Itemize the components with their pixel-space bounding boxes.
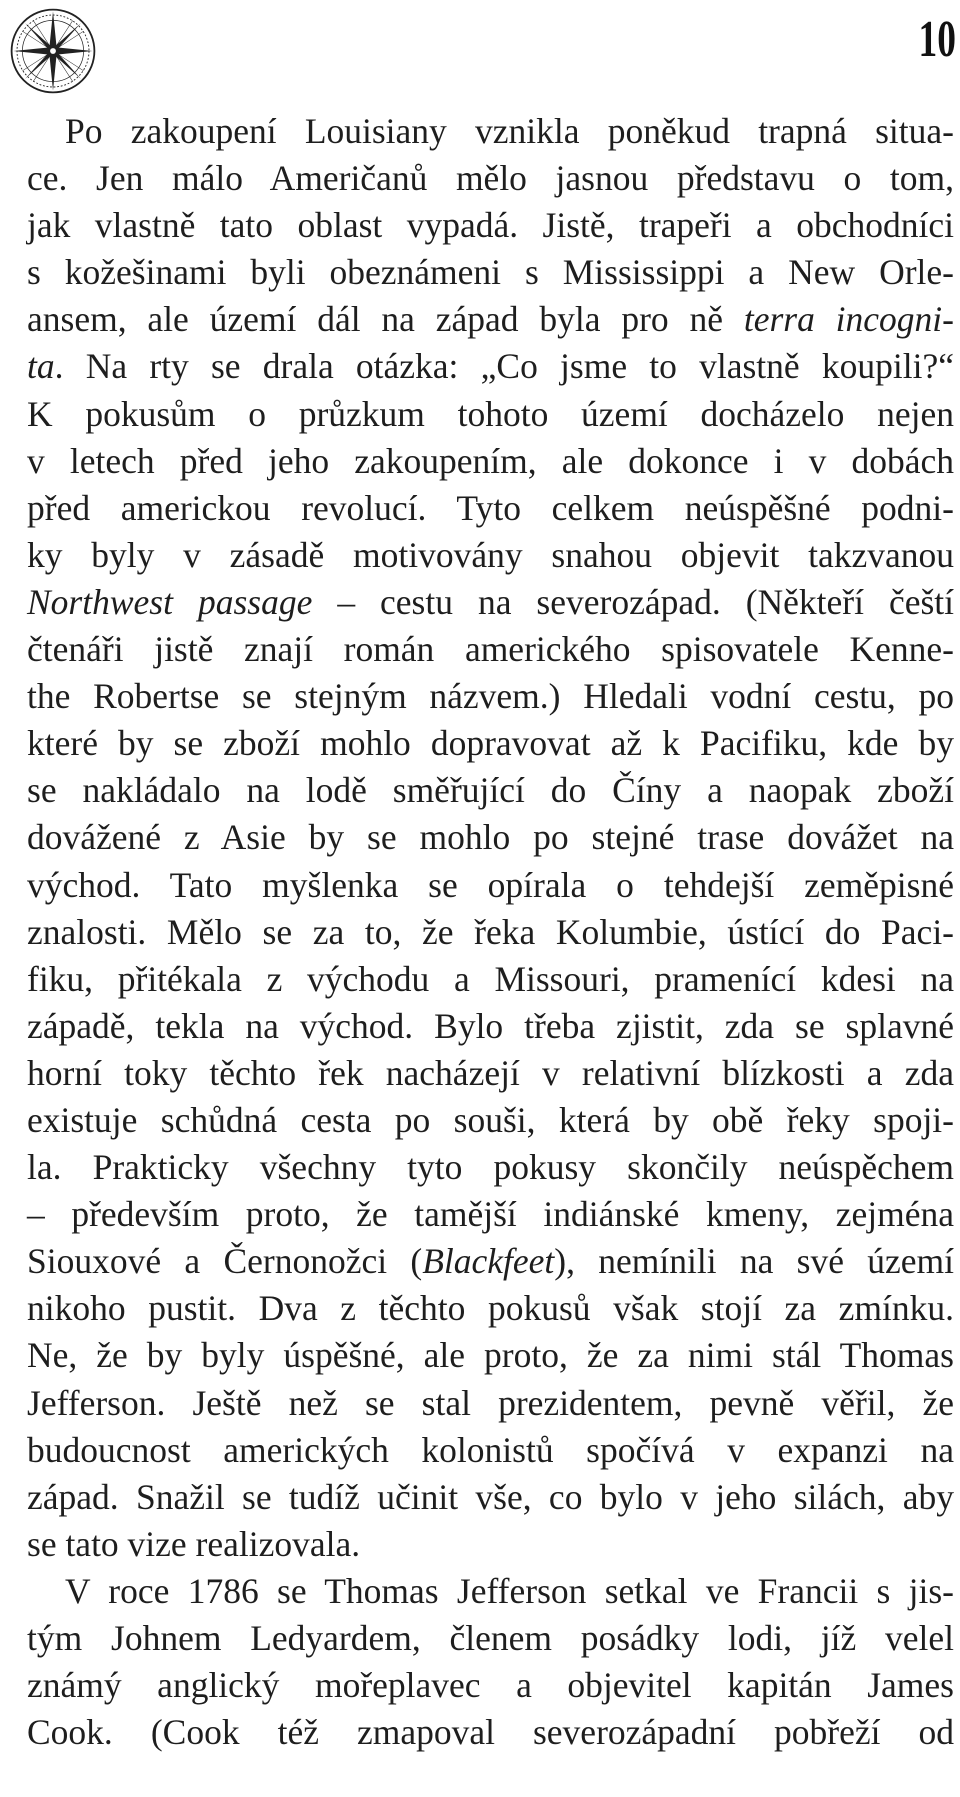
page-number: 10 bbox=[918, 11, 956, 68]
text-line bbox=[27, 343, 954, 390]
text-line bbox=[27, 1662, 954, 1709]
text-line bbox=[27, 1568, 954, 1615]
text-line bbox=[27, 767, 954, 814]
text-line bbox=[27, 1615, 954, 1662]
text-segment: – především proto, že tamější indiánské kmeny, zejména bbox=[27, 1194, 954, 1235]
text-segment: východ. Tato myšlenka se opírala o tehdejší zeměpisné bbox=[27, 864, 954, 905]
text-line bbox=[27, 673, 954, 720]
text-segment: Cook. (Cook též zmapoval severozápadní pobřeží od bbox=[27, 1712, 954, 1753]
text-line bbox=[27, 1380, 954, 1427]
text-segment: the Robertse se stejným názvem.) Hledali vodní cestu, po bbox=[27, 676, 954, 717]
text-line bbox=[27, 579, 954, 626]
text-line bbox=[27, 108, 954, 155]
text-segment: Po zakoupení Louisiany vznikla poněkud trapná situa- bbox=[65, 111, 954, 151]
text-segment: které by se zboží mohlo dopravovat až k Pacifiku, kde by bbox=[27, 723, 954, 764]
text-segment: se tato vize realizovala. bbox=[27, 1523, 361, 1564]
text-segment: Jefferson. Ještě než se stal prezidentem, pevně věřil, že bbox=[27, 1382, 954, 1423]
text-line bbox=[27, 1332, 954, 1379]
text-segment: K pokusům o průzkum tohoto území docházelo nejen bbox=[27, 393, 954, 434]
text-line bbox=[27, 296, 954, 343]
text-segment: v letech před jeho zakoupením, ale dokonce i v dobách bbox=[27, 440, 954, 481]
text-line bbox=[27, 626, 954, 673]
text-segment: západě, tekla na východ. Bylo třeba zjistit, zda se splavné bbox=[27, 1005, 954, 1046]
text-segment: ce. Jen málo Američanů mělo jasnou představu o tom, bbox=[27, 158, 954, 199]
text-line bbox=[27, 1191, 954, 1238]
text-line bbox=[27, 1521, 954, 1568]
text-line bbox=[27, 1097, 954, 1144]
text-line bbox=[27, 1709, 954, 1756]
text-line bbox=[27, 1050, 954, 1097]
text-line bbox=[27, 814, 954, 861]
text-line bbox=[27, 862, 954, 909]
text-line bbox=[27, 909, 954, 956]
text-segment: jak vlastně tato oblast vypadá. Jistě, trapeři a obchodníci bbox=[27, 205, 954, 246]
text-segment: Blackfeet bbox=[422, 1241, 555, 1282]
text-segment: horní toky těchto řek nacházejí v relativní blízkosti a zda bbox=[27, 1052, 954, 1093]
compass-rose-icon bbox=[8, 6, 98, 96]
text-line bbox=[27, 720, 954, 767]
text-segment: – cestu na severozápad. (Někteří čeští bbox=[312, 581, 955, 622]
text-segment: la. Prakticky všechny tyto pokusy skončily neúspěchem bbox=[27, 1147, 954, 1188]
text-segment: Ne, že by byly úspěšné, ale proto, že za nimi stál Thomas bbox=[27, 1335, 954, 1376]
text-segment: budoucnost amerických kolonistů spočívá v expanzi na bbox=[27, 1429, 954, 1470]
text-segment: znalosti. Mělo se za to, že řeka Kolumbie, ústící do Paci- bbox=[27, 911, 954, 952]
text-line bbox=[27, 956, 954, 1003]
text-segment: před americkou revolucí. Tyto celkem neúspěšné podni- bbox=[27, 487, 954, 528]
text-line bbox=[27, 1427, 954, 1474]
text-line bbox=[27, 532, 954, 579]
text-segment: tým Johnem Ledyardem, členem posádky lodi, jíž velel bbox=[27, 1618, 954, 1658]
text-segment: Siouxové a Černonožci ( bbox=[27, 1241, 423, 1282]
text-segment: Northwest passage bbox=[27, 581, 313, 622]
text-segment: známý anglický mořeplavec a objevitel kapitán James bbox=[27, 1665, 954, 1706]
text-line bbox=[27, 391, 954, 438]
text-segment: . Na rty se drala otázka: „Co jsme to vlastně koupili?“ bbox=[54, 346, 954, 387]
text-line bbox=[27, 1238, 954, 1285]
text-line bbox=[27, 155, 954, 202]
text-segment: ), nemínili na své území bbox=[554, 1241, 955, 1282]
text-line bbox=[27, 1003, 954, 1050]
text-segment: terra incogni- bbox=[743, 299, 954, 340]
text-segment: západ. Snažil se tudíž učinit vše, co bylo v jeho silách, aby bbox=[27, 1476, 954, 1517]
text-segment: ansem, ale území dál na západ byla pro ně bbox=[27, 299, 744, 340]
text-line bbox=[27, 1474, 954, 1521]
text-segment: dovážené z Asie by se mohlo po stejné trase dovážet na bbox=[27, 817, 954, 858]
text-segment: čtenáři jistě znají román amerického spisovatele Kenne- bbox=[27, 629, 954, 670]
text-line bbox=[27, 1285, 954, 1332]
text-line bbox=[27, 202, 954, 249]
text-line bbox=[27, 1144, 954, 1191]
text-segment: fiku, přitékala z východu a Missouri, pramenící kdesi na bbox=[27, 958, 954, 999]
text-segment: V roce 1786 se Thomas Jefferson setkal ve Francii s jis- bbox=[65, 1570, 954, 1611]
paragraph bbox=[27, 1568, 954, 1756]
text-line bbox=[27, 249, 954, 296]
text-line bbox=[27, 485, 954, 532]
paragraph bbox=[27, 108, 954, 1568]
text-segment: ta bbox=[27, 346, 55, 387]
text-line bbox=[27, 438, 954, 485]
body-text bbox=[27, 108, 954, 1756]
text-segment: se nakládalo na lodě směřující do Číny a naopak zboží bbox=[27, 770, 954, 811]
text-segment: existuje schůdná cesta po souši, která by obě řeky spoji- bbox=[27, 1099, 954, 1140]
text-segment: nikoho pustit. Dva z těchto pokusů však stojí za zmínku. bbox=[27, 1288, 954, 1329]
text-segment: s kožešinami byli obeznámeni s Mississippi a New Orle- bbox=[27, 252, 954, 293]
text-segment: ky byly v zásadě motivovány snahou objevit takzvanou bbox=[27, 534, 954, 575]
